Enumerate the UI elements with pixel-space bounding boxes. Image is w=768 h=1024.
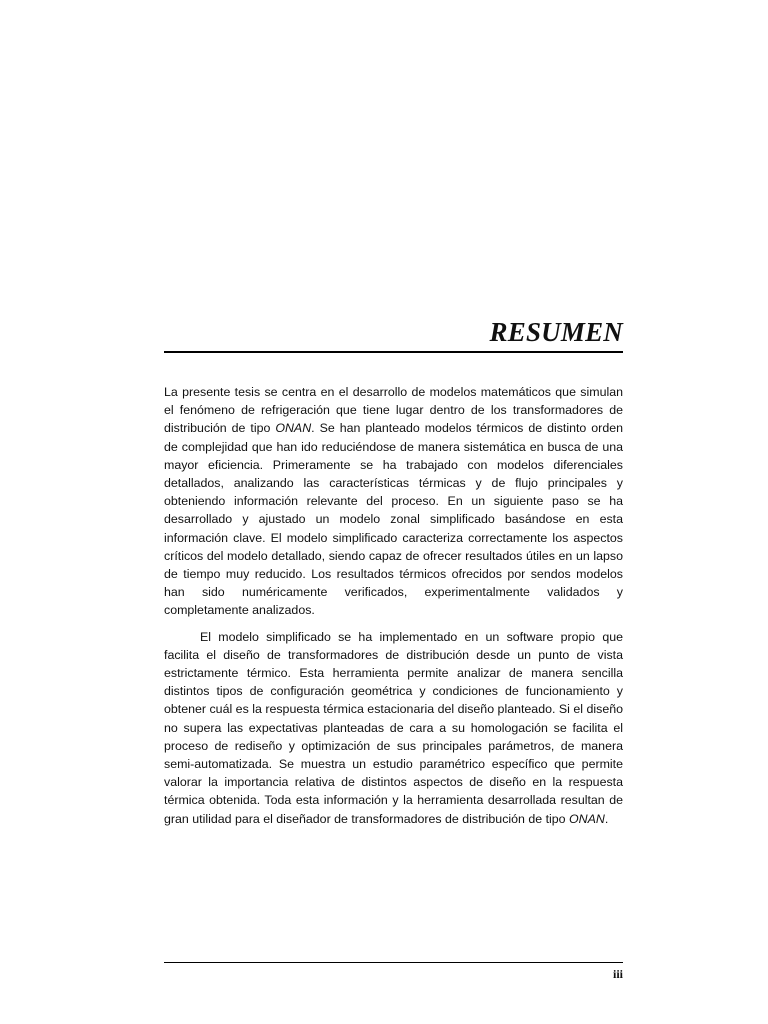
paragraph-2-text-b: . xyxy=(604,811,609,826)
title-underline-divider xyxy=(164,351,623,353)
page-number: iii xyxy=(612,967,623,981)
abstract-paragraph-2 xyxy=(164,628,623,828)
abstract-paragraph-1 xyxy=(164,383,623,620)
paragraph-2-italic-term: ONAN xyxy=(569,811,605,826)
abstract-body xyxy=(164,383,623,828)
section-title: RESUMEN xyxy=(489,317,623,347)
paragraph-1-italic-term: ONAN xyxy=(275,421,312,436)
paragraph-2-text-a: El modelo simplificado se ha implementado en un software propio que facilita el diseño de transformadores de distribución desde un punto de vista estrictamente térmico. Esta herramienta permite analizar de manera sencilla distintos tipos de configuración geométrica y condiciones de funcionamiento y obtener cuál es la respuesta térmica estacionaria del diseño planteado. Si el diseño no supera las expectativas planteadas de cara a su homologación se facilita el proceso de rediseño y optimización de sus principales parámetros, de manera semi-automatizada. Se muestra un estudio paramétrico específico que permite valorar la importancia relativa de distintos aspectos de diseño en la respuesta térmica obtenida. Toda esta información y la herramienta desarrollada resultan de gran utilidad para el diseñador de transformadores de distribución de tipo xyxy=(164,629,623,826)
paragraph-1-text-a: La presente tesis se centra en el desarrollo de modelos matemáticos que simulan el fenómeno de refrigeración que tiene lugar dentro de los transformadores de distribución de tipo xyxy=(164,385,623,436)
paragraph-1-text-b: . Se han planteado modelos térmicos de distinto orden de complejidad que han ido reduciéndose de manera sistemática en busca de una mayor eficiencia. Primeramente se ha trabajado con modelos diferenciales detallados, analizando las características térmicas y de flujo principales y obteniendo información relevante del proceso. En un siguiente paso se ha desarrollado y ajustado un modelo zonal simplificado basándose en esta información clave. El modelo simplificado caracteriza correctamente los aspectos críticos del modelo detallado, siendo capaz de ofrecer resultados útiles en un lapso de tiempo muy reducido. Los resultados térmicos ofrecidos por sendos modelos han sido numéricamente verificados, experimentalmente validados y completamente analizados. xyxy=(164,421,623,618)
footer-divider xyxy=(164,962,623,963)
